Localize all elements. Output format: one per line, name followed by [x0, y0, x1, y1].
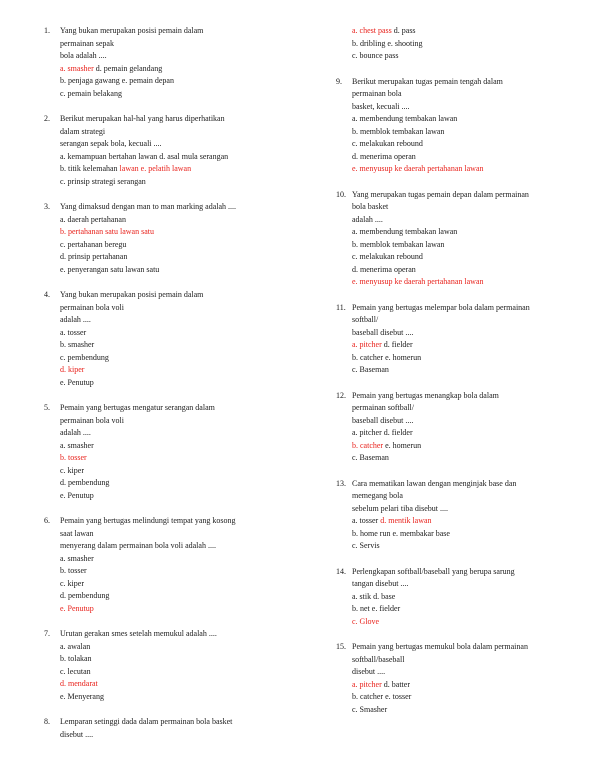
stem-line: permainan bola: [352, 89, 402, 98]
option-text: c. kiper: [60, 465, 84, 475]
option-text: b. memblok tembakan lawan: [352, 126, 445, 136]
option-line: [352, 440, 584, 453]
option-line: [352, 352, 584, 365]
option-text: b. penjaga gawang e. pemain depan: [60, 76, 174, 85]
option-line: [352, 50, 584, 63]
option-text: a. smasher: [60, 440, 94, 450]
right-column: [322, 25, 584, 729]
option-list: [352, 226, 584, 289]
stem-line: Berikut merupakan tugas pemain tengah dalam: [352, 76, 503, 86]
question-number: 1.: [44, 26, 50, 35]
option-text: c. Servis: [352, 541, 380, 550]
option-line: [60, 641, 292, 654]
option-line: [60, 352, 292, 365]
question-stem: [60, 402, 292, 440]
stem-line: Cara mematikan lawan dengan menginjak base dan: [352, 478, 517, 488]
option-list: [352, 113, 584, 176]
option-list: [352, 591, 584, 629]
question-item: [30, 515, 292, 615]
option-line: [60, 377, 292, 390]
option-line: [60, 176, 292, 189]
option-text: b. net e. fielder: [352, 604, 401, 613]
option-line: [352, 452, 584, 465]
left-column: [30, 25, 292, 754]
question-item: [30, 716, 292, 741]
option-line: [352, 616, 584, 629]
option-text: e. homerun: [383, 440, 422, 450]
question-stem: [352, 189, 584, 227]
option-list: [60, 641, 292, 704]
stem-line: permainan bola voli: [60, 415, 124, 425]
option-line: [60, 590, 292, 603]
option-line: [60, 440, 292, 453]
option-line: [60, 239, 292, 252]
option-text: d. prinsip pertahanan: [60, 252, 128, 261]
option-text: c. kiper: [60, 578, 84, 588]
stem-line: Perlengkapan softball/baseball yang berupa sarung: [352, 566, 515, 576]
option-text: c. melakukan rebound: [352, 252, 423, 261]
stem-line: basket, kecuali ....: [352, 101, 410, 111]
option-text: c. Baseman: [352, 453, 389, 462]
question-item: [30, 25, 292, 100]
right-column-questions: [322, 76, 584, 717]
option-text: a. pitcher d. fielder: [352, 428, 413, 437]
stem-line: Pemain yang bertugas mengatur serangan dalam: [60, 403, 215, 412]
question-stem: [60, 113, 292, 151]
question-stem: [60, 515, 292, 553]
question-number: 14.: [336, 566, 346, 576]
question-item: [322, 302, 584, 377]
option-line: [60, 151, 292, 164]
stem-line: softball/: [352, 315, 379, 324]
option-line: [60, 477, 292, 490]
option-line: [352, 704, 584, 717]
question-number: 8.: [44, 717, 50, 726]
option-list: [60, 553, 292, 616]
option-line: [60, 452, 292, 465]
option-line: [352, 264, 584, 277]
question-item: [30, 289, 292, 389]
stem-line: saat lawan: [60, 528, 94, 538]
question-item: [322, 478, 584, 553]
question-item: [322, 76, 584, 176]
option-text: d. batter: [381, 679, 410, 689]
answer-key-text: e. menyusup ke daerah pertahanan lawan: [352, 164, 484, 173]
option-line: [60, 251, 292, 264]
answer-key-text: e. Penutup: [60, 603, 94, 613]
option-text: d. menerima operan: [352, 264, 416, 274]
stem-line: menyerang dalam permainan bola voli adalah ....: [60, 541, 216, 550]
question-item: [30, 113, 292, 188]
option-line: [60, 653, 292, 666]
option-text: d. pembendung: [60, 478, 110, 487]
answer-key-text: b. catcher: [352, 440, 384, 450]
option-line: [60, 264, 292, 277]
question-stem: [352, 566, 584, 591]
option-line: [60, 553, 292, 566]
question-number: 9.: [336, 76, 342, 86]
question-item: [322, 641, 584, 716]
option-line: [352, 226, 584, 239]
stem-line: adalah ....: [60, 315, 91, 324]
option-line: [352, 528, 584, 541]
option-line: [60, 666, 292, 679]
option-text: d. menerima operan: [352, 151, 416, 161]
question-item: [322, 566, 584, 629]
option-line: [352, 113, 584, 126]
stem-line: adalah ....: [352, 214, 383, 224]
option-text: d. pembendung: [60, 591, 110, 600]
option-line: [352, 138, 584, 151]
option-list: [352, 427, 584, 465]
option-text: b. smasher: [60, 340, 95, 349]
option-text: b. dribling e. shooting: [352, 38, 423, 48]
question-stem: [352, 478, 584, 516]
option-line: [60, 163, 292, 176]
answer-key-text: c. Glove: [352, 616, 380, 626]
option-line: [352, 515, 584, 528]
option-line: [352, 25, 584, 38]
option-text: c. Baseman: [352, 365, 389, 374]
question-stem: [60, 628, 292, 641]
option-line: [60, 339, 292, 352]
question-stem: [352, 302, 584, 340]
question-number: 5.: [44, 403, 50, 412]
option-line: [352, 276, 584, 289]
option-line: [352, 691, 584, 704]
option-line: [352, 591, 584, 604]
option-list: [352, 339, 584, 377]
option-line: [60, 88, 292, 101]
option-text: d. pemain gelandang: [93, 63, 163, 73]
stem-line: dalam strategi: [60, 126, 106, 136]
option-list: [352, 679, 584, 717]
option-line: [60, 75, 292, 88]
option-line: [60, 603, 292, 616]
option-list: [60, 214, 292, 277]
answer-key-text: d. mendarat: [60, 679, 98, 688]
option-text: c. lecutan: [60, 666, 91, 676]
option-line: [352, 364, 584, 377]
option-line: [60, 63, 292, 76]
question-item: [30, 201, 292, 276]
stem-line: tangan disebut ....: [352, 579, 409, 588]
option-text: a. stik d. base: [352, 591, 396, 601]
option-text: a. membendung tembakan lawan: [352, 227, 458, 236]
question-number: 3.: [44, 202, 50, 211]
option-text: a. tosser: [352, 516, 381, 525]
answer-key-text: b. tosser: [60, 453, 87, 462]
option-line: [60, 578, 292, 591]
stem-line: Urutan gerakan smes setelah memukul adalah ....: [60, 629, 217, 638]
stem-line: Pemain yang bertugas melindungi tempat yang kosong: [60, 516, 236, 525]
stem-line: memegang bola: [352, 491, 403, 500]
question-stem: [60, 716, 292, 741]
option-line: [60, 327, 292, 340]
option-line: [60, 226, 292, 239]
answer-key-text: a. pitcher: [352, 340, 382, 349]
option-text: c. pertahanan beregu: [60, 239, 127, 249]
question-item: [322, 390, 584, 465]
option-text: e. Menyerang: [60, 691, 104, 701]
answer-key-text: a. smasher: [60, 63, 94, 73]
stem-line: baseball disebut ....: [352, 327, 414, 337]
question-number: 10.: [336, 189, 346, 199]
option-line: [60, 364, 292, 377]
stem-line: bola basket: [352, 202, 389, 211]
stem-line: sebelum pelari tiba disebut ....: [352, 503, 448, 513]
option-text: a. tosser: [60, 327, 87, 337]
option-text: b. memblok tembakan lawan: [352, 239, 445, 249]
question-8-options-continued: [322, 25, 584, 63]
option-text: c. bounce pass: [352, 51, 399, 60]
option-text: c. prinsip strategi serangan: [60, 176, 146, 186]
stem-line: Yang bukan merupakan posisi pemain dalam: [60, 26, 204, 35]
option-line: [352, 679, 584, 692]
question-number: 11.: [336, 302, 346, 312]
option-text: c. pemain belakang: [60, 88, 122, 98]
option-text: a. awalan: [60, 641, 91, 651]
stem-line: Pemain yang bertugas memukul bola dalam permainan: [352, 642, 528, 651]
stem-line: Pemain yang bertugas melempar bola dalam permainan: [352, 302, 530, 312]
option-text: b. home run e. membakar base: [352, 528, 450, 538]
stem-line: Yang merupakan tugas pemain depan dalam permainan: [352, 189, 529, 199]
option-line: [60, 465, 292, 478]
question-stem: [60, 25, 292, 63]
option-line: [352, 251, 584, 264]
question-number: 15.: [336, 642, 346, 651]
option-line: [352, 427, 584, 440]
question-number: 6.: [44, 516, 50, 525]
question-number: 7.: [44, 629, 50, 638]
stem-line: disebut ....: [352, 667, 386, 676]
answer-key-text: lawan e. pelatih lawan: [119, 164, 192, 173]
option-line: [60, 691, 292, 704]
option-line: [352, 38, 584, 51]
question-number: 13.: [336, 478, 346, 488]
option-line: [60, 678, 292, 691]
option-text: b. tosser: [60, 566, 87, 575]
option-line: [352, 603, 584, 616]
stem-line: Yang bukan merupakan posisi pemain dalam: [60, 290, 204, 299]
question-item: [30, 402, 292, 502]
option-list: [60, 151, 292, 189]
question-stem: [352, 641, 584, 679]
option-list: [60, 327, 292, 390]
stem-line: permainan bola voli: [60, 302, 124, 312]
option-text: e. Penutup: [60, 377, 94, 387]
question-stem: [352, 390, 584, 428]
stem-line: disebut ....: [60, 729, 94, 739]
question-item: [322, 189, 584, 289]
option-line: [352, 540, 584, 553]
stem-line: bola adalah ....: [60, 51, 107, 60]
answer-key-text: d. kiper: [60, 365, 85, 374]
option-line: [352, 151, 584, 164]
answer-key-text: b. pertahanan satu lawan satu: [60, 227, 154, 236]
option-line: [60, 490, 292, 503]
question-stem: [60, 289, 292, 327]
option-text: a. daerah pertahanan: [60, 214, 126, 224]
answer-key-text: d. mentik lawan: [380, 516, 432, 525]
stem-line: softball/baseball: [352, 654, 405, 664]
option-text: d. fielder: [381, 340, 413, 349]
option-text: e. penyerangan satu lawan satu: [60, 264, 160, 274]
option-line: [352, 126, 584, 139]
option-text: c. melakukan rebound: [352, 139, 423, 148]
stem-line: baseball disebut ....: [352, 415, 414, 425]
question-number: 12.: [336, 390, 346, 400]
option-list: [60, 440, 292, 503]
option-line: [352, 239, 584, 252]
stem-line: Lemparan setinggi dada dalam permainan bola basket: [60, 717, 233, 726]
option-text: a. smasher: [60, 553, 94, 563]
stem-line: serangan sepak bola, kecuali ....: [60, 139, 162, 148]
option-text: a. membendung tembakan lawan: [352, 114, 458, 123]
question-stem: [60, 201, 292, 214]
question-item: [30, 628, 292, 703]
question-stem: [352, 76, 584, 114]
stem-line: permainan softball/: [352, 403, 414, 412]
option-text: a. kemampuan bertahan lawan d. asal mula serangan: [60, 151, 229, 161]
answer-key-text: a. chest pass: [352, 26, 392, 35]
option-line: [60, 214, 292, 227]
stem-line: Yang dimaksud dengan man to man marking adalah ....: [60, 202, 237, 211]
option-list: [352, 515, 584, 553]
option-text: b. tolakan: [60, 654, 92, 663]
option-text: b. catcher e. tosser: [352, 692, 412, 701]
option-text: e. Penutup: [60, 490, 94, 500]
stem-line: Pemain yang bertugas menangkap bola dalam: [352, 390, 499, 400]
stem-line: permainan sepak: [60, 38, 114, 48]
option-text: b. titik kelemahan: [60, 164, 120, 173]
option-list: [60, 63, 292, 101]
option-text: d. pass: [391, 26, 416, 35]
question-number: 4.: [44, 290, 50, 299]
option-text: c. Smasher: [352, 704, 388, 714]
stem-line: Berikut merupakan hal-hal yang harus diperhatikan: [60, 114, 225, 123]
option-line: [60, 565, 292, 578]
answer-key-text: a. pitcher: [352, 679, 382, 689]
option-line: [352, 339, 584, 352]
question-number: 2.: [44, 114, 50, 123]
option-text: c. pembendung: [60, 352, 109, 362]
answer-key-text: e. menyusup ke daerah pertahanan lawan: [352, 277, 484, 286]
option-text: b. catcher e. homerun: [352, 352, 422, 362]
stem-line: adalah ....: [60, 428, 91, 437]
option-line: [352, 163, 584, 176]
